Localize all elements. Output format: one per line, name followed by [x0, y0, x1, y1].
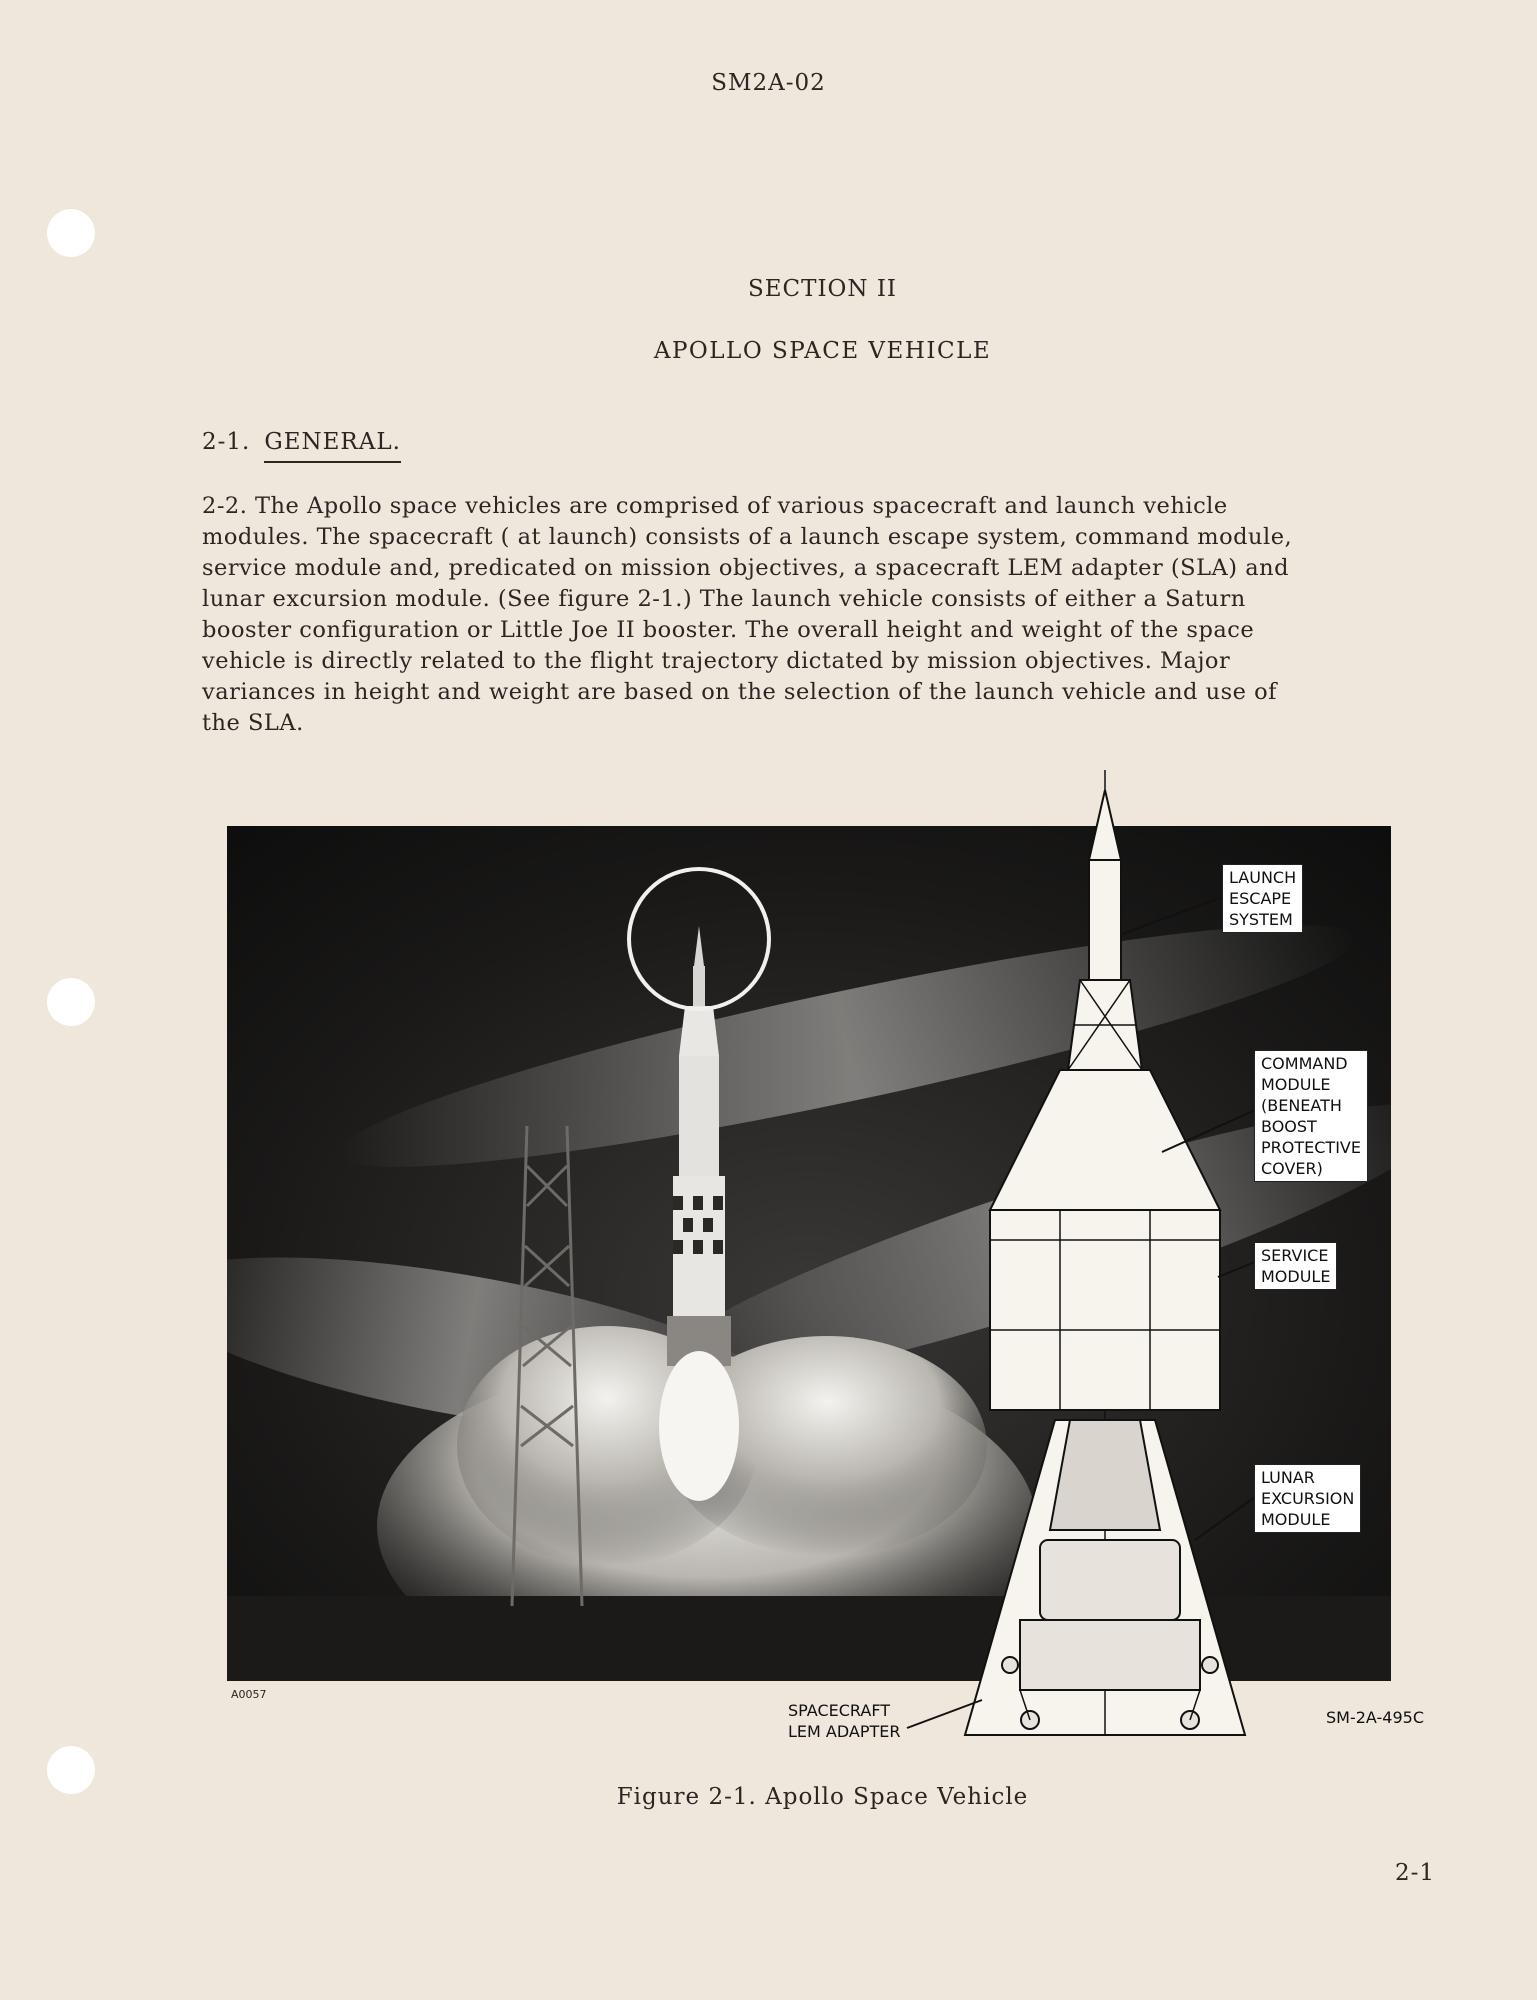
figure-code: SM-2A-495C: [1326, 1708, 1424, 1727]
paragraph-heading: [202, 429, 401, 463]
body-line: variances in height and weight are based on the selection of the launch vehicle and use of: [202, 679, 1277, 705]
binder-hole-top: [47, 209, 95, 257]
page-number: 2-1: [1395, 1860, 1436, 1886]
callout-launch-escape-system: LAUNCH ESCAPE SYSTEM: [1222, 864, 1303, 933]
body-line: vehicle is directly related to the flight trajectory dictated by mission objectives. Major: [202, 648, 1231, 674]
callout-command-module: COMMAND MODULE (BENEATH BOOST PROTECTIVE COVER): [1254, 1050, 1368, 1182]
photo-code-label: A0057: [231, 1688, 267, 1701]
paragraph-number: 2-1.: [202, 429, 251, 455]
body-line: 2-2. The Apollo space vehicles are comprised of various spacecraft and launch vehicle: [202, 493, 1228, 519]
section-number: SECTION II: [747, 276, 898, 302]
callout-spacecraft-lem-adapter: SPACECRAFT LEM ADAPTER: [788, 1701, 901, 1741]
binder-hole-middle: [47, 978, 95, 1026]
callout-service-module: SERVICE MODULE: [1254, 1242, 1337, 1290]
body-line: modules. The spacecraft ( at launch) consists of a launch escape system, command module,: [202, 524, 1293, 550]
section-title: APOLLO SPACE VEHICLE: [653, 338, 992, 364]
callout-lunar-excursion-module: LUNAR EXCURSION MODULE: [1254, 1464, 1361, 1533]
body-paragraph: [202, 491, 1472, 739]
body-line: the SLA.: [202, 710, 304, 736]
figure-caption: Figure 2-1. Apollo Space Vehicle: [616, 1784, 1029, 1810]
body-line: service module and, predicated on mission objectives, a spacecraft LEM adapter (SLA) and: [202, 555, 1290, 581]
paragraph-title: GENERAL.: [264, 429, 401, 463]
body-line: booster configuration or Little Joe II booster. The overall height and weight of the space: [202, 617, 1255, 643]
document-id: SM2A-02: [711, 70, 826, 96]
body-line: lunar excursion module. (See figure 2-1.) The launch vehicle consists of either a Saturn: [202, 586, 1246, 612]
